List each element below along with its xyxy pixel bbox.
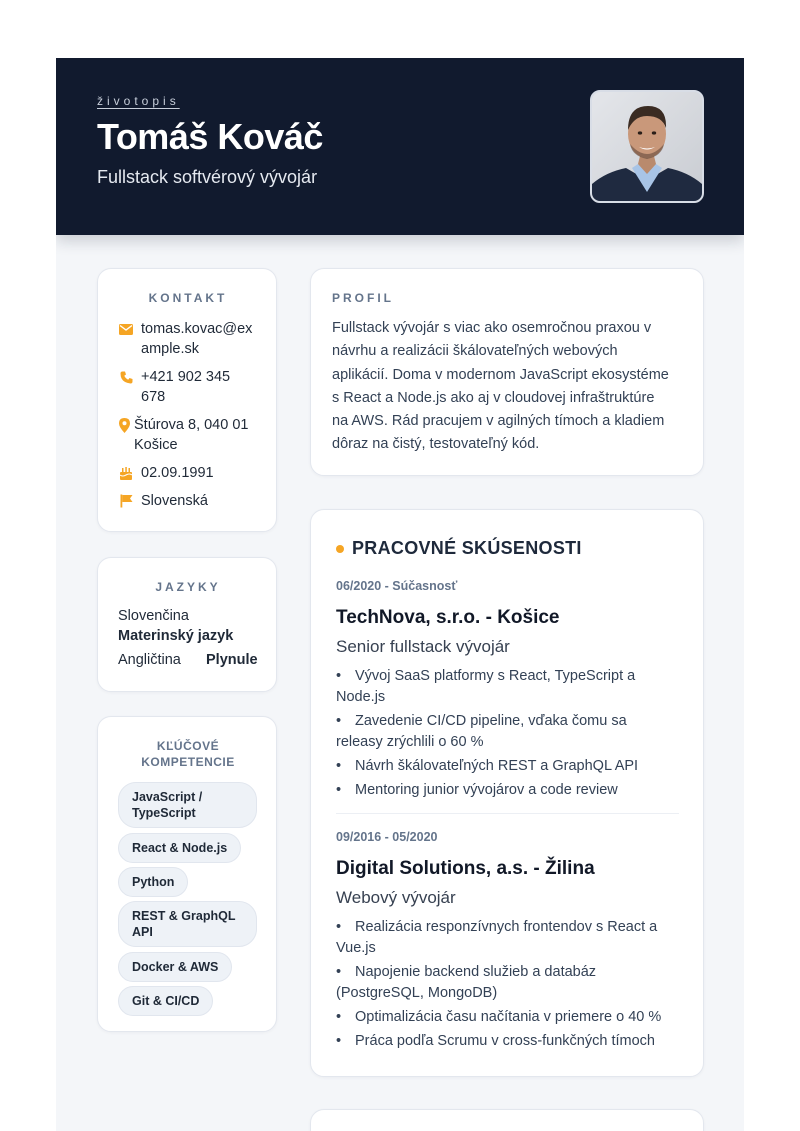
person-role: Fullstack softvérový vývojár	[97, 167, 318, 187]
job-divider	[336, 813, 679, 814]
nationality-value: Slovenská	[141, 493, 208, 509]
languages-title: JAZYKY	[155, 580, 221, 594]
person-name: Tomáš Kováč	[97, 116, 323, 157]
map-pin-icon	[118, 415, 130, 435]
job-bullet: • Optimalizácia času načítania v priemere o 40 %	[336, 1009, 662, 1025]
job-company: TechNova, s.r.o. - Košice	[336, 607, 560, 628]
phone-line-1: +421 902 345	[141, 369, 231, 385]
job-period: 09/2016 - 05/2020	[336, 830, 438, 844]
job-bullets	[336, 917, 681, 1055]
job-bullet: • Napojenie backend služieb a databáz (PostgreSQL, MongoDB)	[336, 964, 597, 1001]
experience-title: PRACOVNÉ SKÚSENOSTI	[352, 538, 582, 558]
language-level: Materinský jazyk	[118, 628, 234, 644]
contact-birthdate	[118, 463, 214, 483]
skills-card	[97, 716, 277, 1032]
job-bullet: • Realizácia responzívnych frontendov s React a Vue.js	[336, 919, 658, 956]
language-name: Angličtina	[118, 652, 181, 668]
job-bullets	[336, 666, 681, 804]
bullet-dot-icon	[336, 545, 344, 553]
email-line-1: tomas.kovac@ex	[141, 321, 253, 337]
language-name: Slovenčina	[118, 608, 189, 624]
birthdate-value: 02.09.1991	[141, 465, 214, 481]
skill-chip: React & Node.js	[118, 833, 241, 863]
profile-label: PROFIL	[332, 291, 394, 305]
envelope-icon	[118, 319, 134, 339]
languages-card	[97, 557, 277, 692]
skills-title: KĽÚČOVÉ KOMPETENCIE	[141, 739, 235, 769]
job-period: 06/2020 - Súčasnosť	[336, 579, 458, 593]
contact-card	[97, 268, 277, 532]
email-line-2: ample.sk	[141, 341, 200, 357]
address-line-1: Štúrova 8, 040 01	[134, 417, 249, 433]
job-bullet: • Návrh škálovateľných REST a GraphQL API	[336, 758, 639, 774]
contact-address	[118, 415, 248, 455]
next-section-card	[310, 1109, 704, 1131]
contact-phone[interactable]	[118, 367, 230, 407]
skill-chip: Python	[118, 867, 188, 897]
profile-card	[310, 268, 704, 476]
profile-text: Fullstack vývojár s viac ako osemročnou praxou v návrhu a realizácii škálovateľných webových aplikácií. Doma v modernom JavaScript ekosystéme s React a Node.js ako aj v cloudovej infraštruktúre na AWS. Rád pracujem v agilných tímoch a kladiem dôraz na čistý, testovateľný kód.	[332, 320, 669, 453]
resume-header	[56, 58, 744, 235]
profile-photo	[590, 90, 704, 203]
job-position: Webový vývojár	[336, 888, 456, 907]
document-type-label: životopis	[97, 94, 180, 108]
job-bullet: • Zavedenie CI/CD pipeline, vďaka čomu sa releasy zrýchlili o 60 %	[336, 713, 627, 750]
phone-line-2: 678	[141, 389, 166, 405]
address-line-2: Košice	[134, 437, 178, 453]
skill-chip: Git & CI/CD	[118, 986, 213, 1016]
contact-nationality	[118, 491, 208, 511]
skill-chip: JavaScript / TypeScript	[118, 782, 257, 828]
contact-title: KONTAKT	[148, 291, 228, 305]
contact-email[interactable]	[118, 319, 252, 359]
language-level: Plynule	[206, 652, 258, 668]
flag-icon	[118, 491, 134, 511]
phone-icon	[118, 367, 134, 387]
experience-card	[310, 509, 704, 1077]
cake-icon	[118, 463, 134, 483]
experience-heading	[336, 538, 582, 559]
skill-chip: REST & GraphQL API	[118, 901, 257, 947]
skill-chip: Docker & AWS	[118, 952, 232, 982]
job-company: Digital Solutions, a.s. - Žilina	[336, 858, 595, 879]
job-position: Senior fullstack vývojár	[336, 637, 510, 656]
resume-page	[56, 58, 744, 1131]
job-bullet: • Vývoj SaaS platformy s React, TypeScript a Node.js	[336, 668, 636, 705]
portrait-image	[592, 92, 702, 201]
job-bullet: • Práca podľa Scrumu v cross-funkčných tímoch	[336, 1033, 655, 1049]
job-bullet: • Mentoring junior vývojárov a code review	[336, 782, 618, 798]
